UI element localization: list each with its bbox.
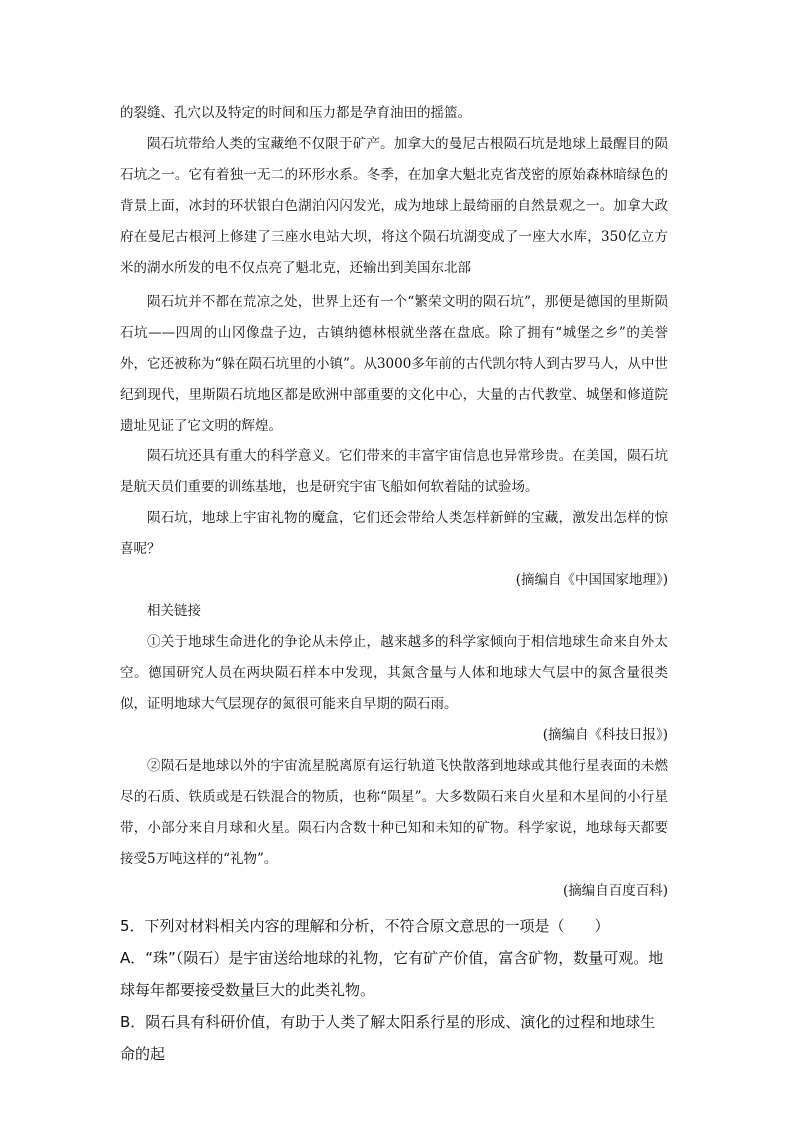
question-option-b: B．陨石具有科研价值，有助于人类了解太阳系行星的形成、演化的过程和地球生命的起 [120,1013,656,1063]
related-item-1: ①关于地球生命进化的争论从未停止，越来越多的科学家倾向于相信地球生命来自外太空。德国研究人员在两块陨石样本中发现，其氮含量与人体和地球大气层中的氮含量很类似，证明地球大气层现存的氮很可能来自早期的陨石雨。 [120,634,668,712]
source-citation-3: (摘编自百度百科) [562,883,668,899]
source-citation-2: (摘编自《科技日报》) [542,727,668,743]
source-citation-1: (摘编自《中国国家地理》) [515,572,668,588]
question-option-a: A．“珠”（陨石）是宇宙送给地球的礼物，它有矿产价值，富含矿物，数量可观。地球每年都要接受数量巨大的此类礼物。 [120,949,664,999]
paragraph-ries-crater: 陨石坑并不都在荒凉之处，世界上还有一个“繁荣文明的陨石坑”，那便是德国的里斯陨石坑——四周的山冈像盘子边，古镇纳德林根就坐落在盘底。除了拥有“城堡之乡”的美誉外，它还被称为“躲在陨石坑里的小镇”。从3000多年前的古代凯尔特人到古罗马人，从中世纪到现代，里斯陨石坑地区都是欧洲中部重要的文化中心，大量的古代教堂、城堡和修道院遗址见证了它文明的辉煌。 [120,294,668,434]
question-stem: 5．下列对材料相关内容的理解和分析，不符合原文意思的一项是（ ） [120,917,610,935]
related-item-2: ②陨石是地球以外的宇宙流星脱离原有运行轨道飞快散落到地球或其他行星表面的未燃尽的石质、铁质或是石铁混合的物质，也称“陨星”。大多数陨石来自火星和木星间的小行星带，小部分来自月球和火星。陨石内含数十种已知和未知的矿物。科学家说，地球每天都要接受5万吨这样的“礼物”。 [120,758,668,867]
paragraph-conclusion: 陨石坑，地球上宇宙礼物的魔盒，它们还会带给人类怎样新鲜的宝藏，激发出怎样的惊喜呢？ [120,510,668,557]
paragraph-scientific-significance: 陨石坑还具有重大的科学意义。它们带来的丰富宇宙信息也异常珍贵。在美国，陨石坑是航天员们重要的训练基地，也是研究宇宙飞船如何软着陆的试验场。 [120,448,668,495]
related-links-heading: 相关链接 [147,603,201,619]
paragraph-manicouagan: 陨石坑带给人类的宝藏绝不仅限于矿产。加拿大的曼尼古根陨石坑是地球上最醒目的陨石坑之一。它有着独一无二的环形水系。冬季，在加拿大魁北克省茂密的原始森林暗绿色的背景上面，冰封的环状银白色湖泊闪闪发光，成为地球上最绮丽的自然景观之一。加拿大政府在曼尼古根河上修建了三座水电站大坝，将这个陨石坑湖变成了一座大水库，350亿立方米的湖水所发的电不仅点亮了魁北克，还输出到美国东北部 [120,136,668,276]
paragraph-oil-field: 的裂缝、孔穴以及特定的时间和压力都是孕育油田的摇篮。 [120,105,471,121]
